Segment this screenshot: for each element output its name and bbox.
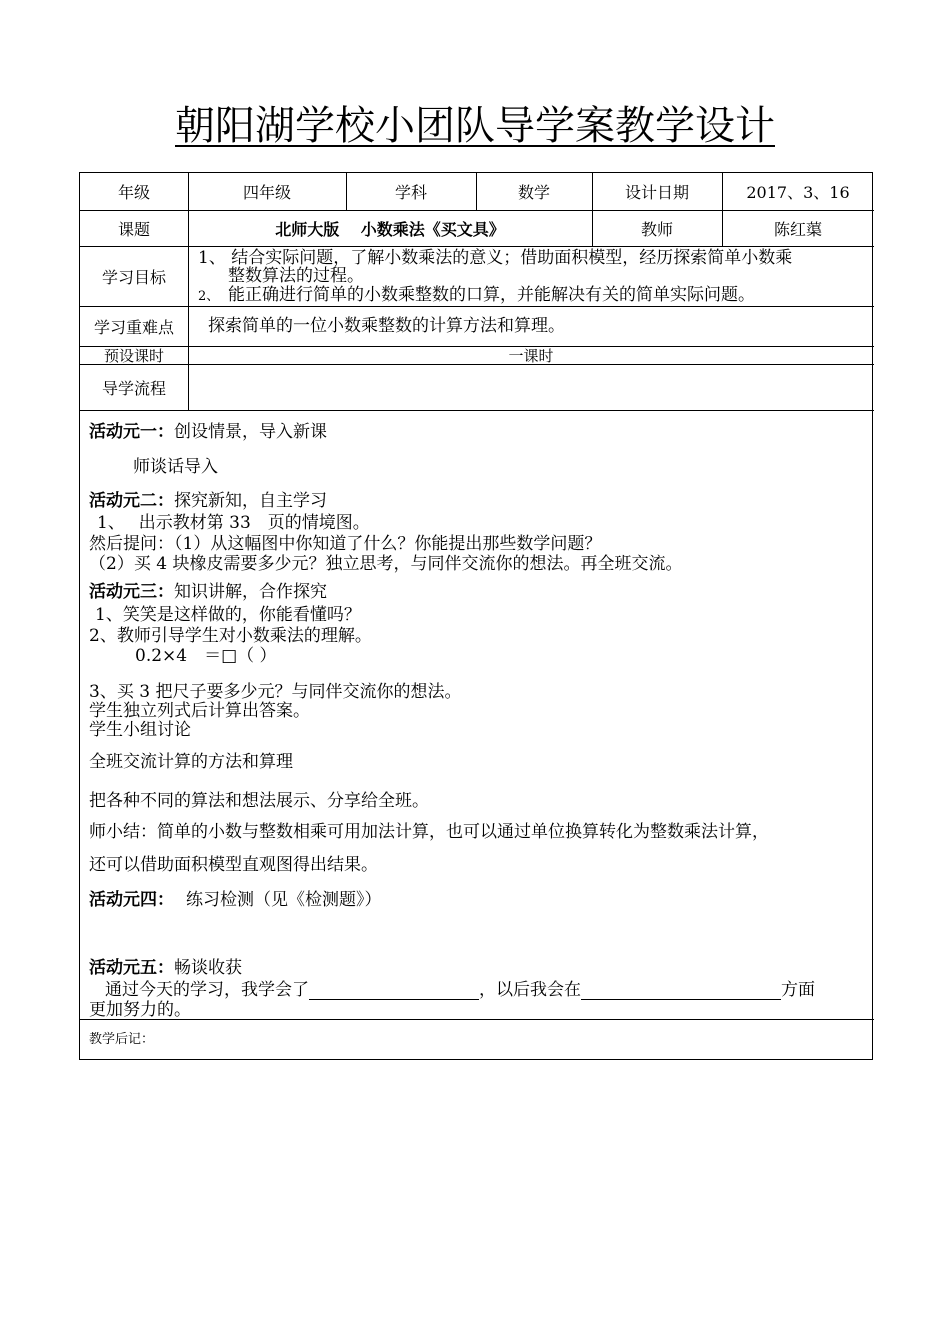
goal-2-text: 能正确进行简单的小数乘整数的口算，并能解决有关的简单实际问题。	[228, 285, 755, 305]
activity-4-heading	[89, 890, 382, 910]
date-value: 2017、3、16	[746, 183, 850, 202]
activity-5-heading	[89, 958, 242, 978]
grade-value: 四年级	[242, 183, 291, 202]
activity-5-topic: 畅谈收获	[174, 958, 242, 978]
reflection-text-2: ，以后我会在	[479, 980, 581, 1000]
activity-3-summary-2: 还可以借助面积模型直观图得出结果。	[89, 855, 378, 875]
activity-3-heading	[89, 582, 327, 602]
goals-label: 学习目标	[101, 267, 166, 287]
activity-2-line-1: 1、 出示教材第 33 页的情境图。	[97, 513, 370, 533]
activity-1-heading	[89, 422, 327, 442]
reflection-text-1: 通过今天的学习，我学会了	[105, 980, 309, 1000]
activity-2-line-3: （2）买 4 块橡皮需要多少元？独立思考，与同伴交流你的想法。再全班交流。	[89, 554, 683, 574]
activity-3-line-7: 全班交流计算的方法和算理	[89, 752, 293, 772]
teacher-label: 教师	[640, 219, 673, 239]
activity-3-line-6: 学生小组讨论	[89, 720, 191, 740]
goal-2-number: 2、	[198, 289, 220, 304]
subject-label: 学科	[394, 183, 427, 202]
activity-1-topic: 创设情景，导入新课	[174, 422, 327, 442]
reflection-text-3: 方面	[781, 980, 815, 1000]
activity-3-line-5: 学生独立列式后计算出答案。	[89, 701, 310, 721]
activity-1-line: 师谈话导入	[133, 457, 218, 477]
activity-3-summary-1: 师小结：简单的小数与整数相乘可用加法计算，也可以通过单位换算转化为整数乘法计算，	[89, 822, 769, 842]
activity-5-line-2: 更加努力的。	[89, 1000, 191, 1020]
grade-label: 年级	[117, 183, 150, 202]
blank-learned[interactable]	[309, 981, 479, 1000]
goal-1-line-2: 整数算法的过程。	[228, 266, 364, 286]
postscript-label: 教学后记：	[89, 1032, 155, 1047]
goal-1-line-1: 1、 结合实际问题，了解小数乘法的意义；借助面积模型，经历探索简单小数乘	[198, 248, 793, 268]
activity-4-topic: 练习检测（见《检测题》）	[186, 890, 382, 910]
activity-1-title: 活动元一：	[89, 422, 174, 442]
lesson-plan-table	[79, 172, 873, 1060]
subject-value: 数学	[517, 183, 550, 202]
activity-2-line-2: 然后提问：（1）从这幅图中你知道了什么？你能提出那些数学问题？	[89, 534, 602, 554]
flow-label: 导学流程	[101, 378, 166, 398]
focus-label: 学习重难点	[93, 317, 174, 337]
activity-2-topic: 探究新知，自主学习	[174, 491, 327, 511]
activity-5-line-1	[105, 980, 815, 1000]
activity-4-title: 活动元四：	[89, 890, 174, 910]
activity-3-formula: 0.2×4 ＝□（ ）	[135, 646, 277, 666]
teacher-value: 陈红蕖	[773, 219, 822, 239]
date-label: 设计日期	[624, 183, 689, 202]
hours-label: 预设课时	[103, 346, 164, 365]
activity-3-line-1: 1、笑笑是这样做的，你能看懂吗？	[95, 605, 361, 625]
activity-3-line-8: 把各种不同的算法和想法展示、分享给全班。	[89, 791, 429, 811]
hours-value: 一课时	[508, 346, 554, 365]
focus-value: 探索简单的一位小数乘整数的计算方法和算理。	[208, 316, 565, 336]
activity-2-heading	[89, 491, 327, 511]
topic-value: 北师大版 小数乘法《买文具》	[275, 219, 505, 239]
activity-3-topic: 知识讲解，合作探究	[174, 582, 327, 602]
blank-improve[interactable]	[581, 981, 781, 1000]
page-title: 朝阳湖学校小团队导学案教学设计	[175, 103, 775, 149]
activity-3-line-4: 3、买 3 把尺子要多少元？与同伴交流你的想法。	[89, 682, 462, 702]
activity-2-title: 活动元二：	[89, 491, 174, 511]
topic-label: 课题	[117, 219, 150, 239]
activity-5-title: 活动元五：	[89, 958, 174, 978]
activity-3-title: 活动元三：	[89, 582, 174, 602]
activity-3-line-2: 2、教师引导学生对小数乘法的理解。	[89, 626, 372, 646]
